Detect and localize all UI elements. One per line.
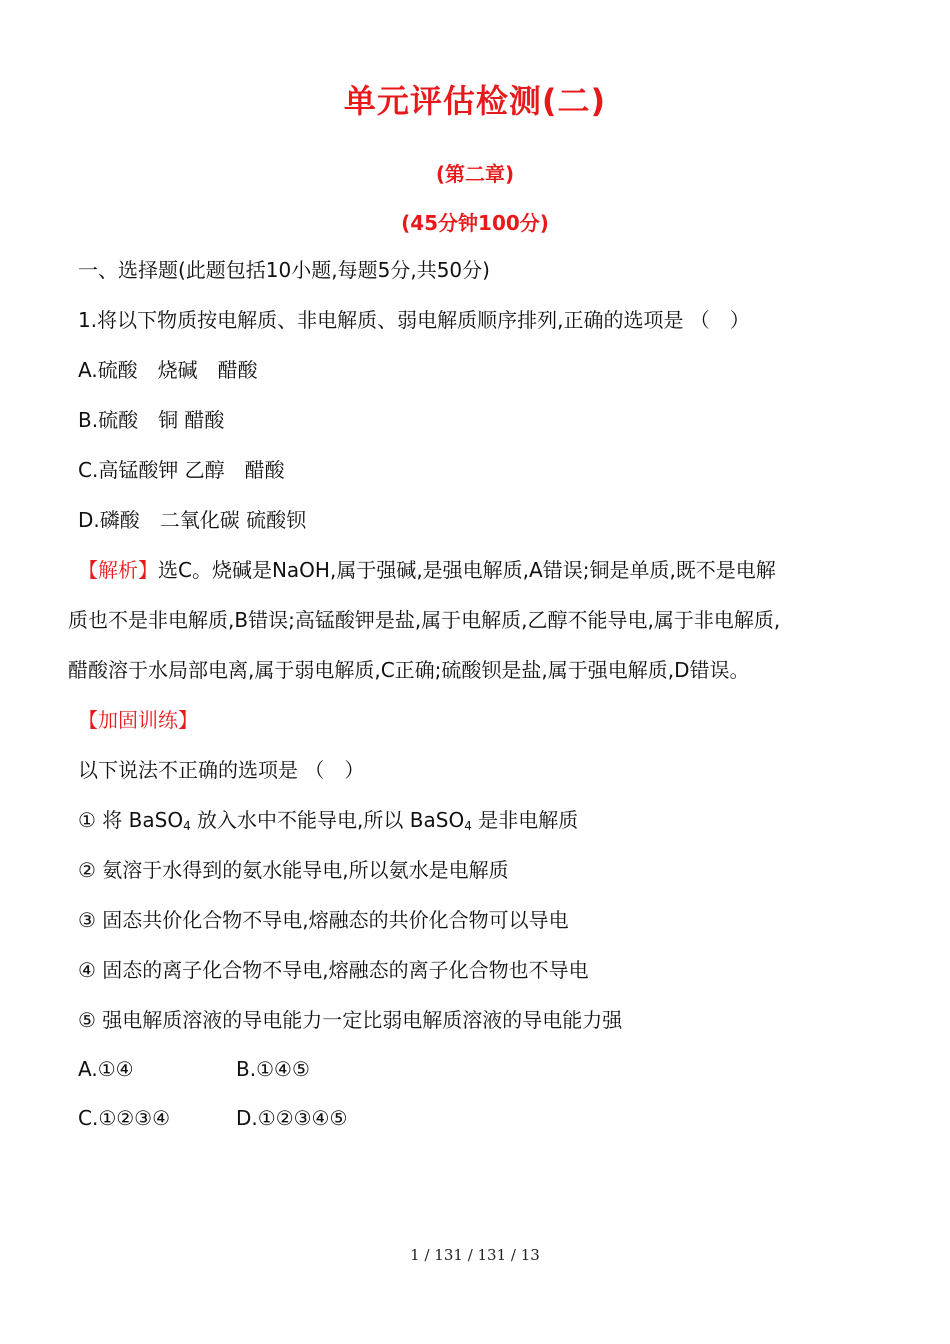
reinforce-option-a: A.①④ <box>78 1057 134 1081</box>
question-1-option-c: C.高锰酸钾 乙醇 醋酸 <box>78 458 285 482</box>
statement-1 <box>78 806 578 840</box>
subscript-4: 4 <box>464 819 472 833</box>
reinforce-option-c: C.①②③④ <box>78 1106 171 1130</box>
statement-5: ⑤ 强电解质溶液的导电能力一定比弱电解质溶液的导电能力强 <box>78 1008 623 1032</box>
analysis-line-1 <box>78 556 776 584</box>
reinforce-stem: 以下说法不正确的选项是 （ ） <box>78 758 365 782</box>
statement-1-part-c: 是非电解质 <box>471 808 579 832</box>
analysis-tag: 【解析】 <box>78 558 158 582</box>
reinforce-option-d: D.①②③④⑤ <box>236 1106 348 1130</box>
question-1-option-a: A.硫酸 烧碱 醋酸 <box>78 358 258 382</box>
time-score-label: (45分钟100分) <box>401 211 549 235</box>
analysis-line-2: 质也不是非电解质,B错误;高锰酸钾是盐,属于电解质,乙醇不能导电,属于非电解质, <box>68 608 781 632</box>
question-1-stem: 1.将以下物质按电解质、非电解质、弱电解质顺序排列,正确的选项是 （ ） <box>78 308 750 332</box>
statement-1-part-a: ① 将 BaSO <box>78 808 184 832</box>
analysis-text: 选C。烧碱是NaOH,属于强碱,是强电解质,A错误;铜是单质,既不是电解 <box>158 558 776 582</box>
statement-1-part-b: 放入水中不能导电,所以 BaSO <box>190 808 465 832</box>
statement-4: ④ 固态的离子化合物不导电,熔融态的离子化合物也不导电 <box>78 958 589 982</box>
statement-2: ② 氨溶于水得到的氨水能导电,所以氨水是电解质 <box>78 858 509 882</box>
analysis-line-3: 醋酸溶于水局部电离,属于弱电解质,C正确;硫酸钡是盐,属于强电解质,D错误。 <box>68 658 750 682</box>
section-heading: 一、选择题(此题包括10小题,每题5分,共50分) <box>78 258 490 282</box>
subscript-4: 4 <box>183 819 191 833</box>
document-title: 单元评估检测(二) <box>343 82 607 120</box>
reinforce-tag: 【加固训练】 <box>78 708 198 732</box>
question-1-option-d: D.磷酸 二氧化碳 硫酸钡 <box>78 508 307 532</box>
chapter-label: (第二章) <box>435 162 515 186</box>
question-1-option-b: B.硫酸 铜 醋酸 <box>78 408 225 432</box>
page-number-footer: 1 / 131 / 131 / 13 <box>410 1246 540 1264</box>
statement-3: ③ 固态共价化合物不导电,熔融态的共价化合物可以导电 <box>78 908 569 932</box>
reinforce-option-b: B.①④⑤ <box>236 1057 310 1081</box>
